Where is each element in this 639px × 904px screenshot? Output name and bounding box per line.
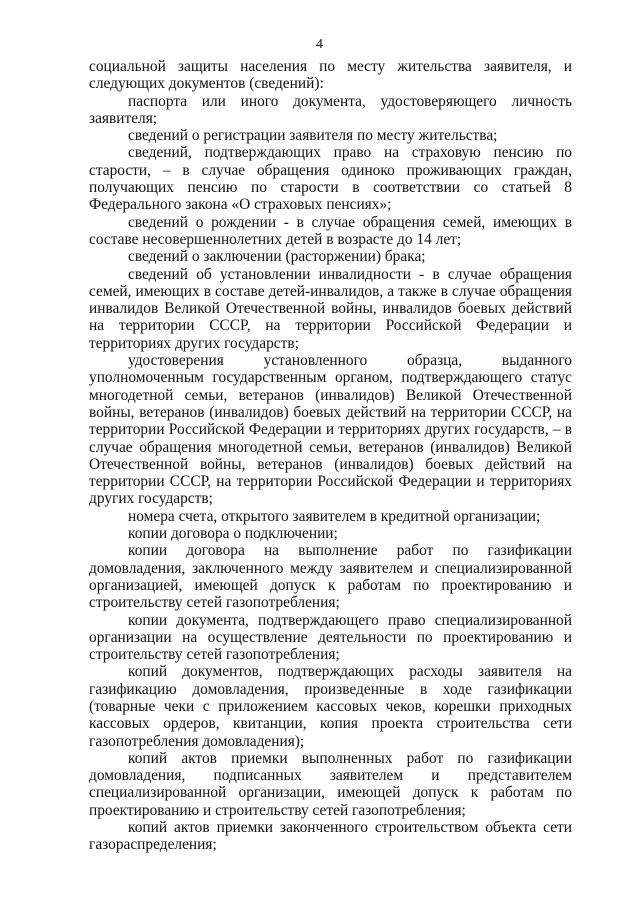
document-body bbox=[89, 58, 572, 854]
paragraph-acceptance-acts: копий актов приемки выполненных работ по газификации домовладения, подписанных заявителем и представителем специализированной организации, имеющей допуск к работам по проектированию и строительству сетей газопотребления; bbox=[89, 749, 572, 819]
paragraph-registration: сведений о регистрации заявителя по месту жительства; bbox=[128, 127, 498, 145]
paragraph-organization-rights: копии документа, подтверждающего право специализированной организации на осуществление деятельности по проектированию и строительству сетей газопотребления; bbox=[89, 611, 572, 664]
paragraph-passport: паспорта или иного документа, удостоверяющего личность заявителя; bbox=[89, 92, 572, 127]
paragraph-gasification-contract: копии договора на выполнение работ по газификации домовладения, заключенного между заявителем и специализированной организацией, имеющей допуск к работам по проектированию и строительству сетей газопотребления; bbox=[89, 542, 572, 612]
paragraph-connection-contract: копии договора о подключении; bbox=[128, 525, 338, 543]
paragraph-pension: сведений, подтверждающих право на страховую пенсию по старости, – в случае обращения одиноко проживающих граждан, получающих пенсию по старости в соответствии со статьей 8 Федерального закона «О страховых пенсиях»; bbox=[89, 144, 572, 214]
paragraph-expenses: копий документов, подтверждающих расходы заявителя на газификацию домовладения, произведенные в ходе газификации (товарные чеки с приложением кассовых чеков, корешки приходных кассовых ордеров, квитанции, копия проекта строительства сети газопотребления домовладения); bbox=[89, 663, 572, 750]
paragraph-marriage: сведений о заключении (расторжении) брака; bbox=[128, 248, 426, 266]
paragraph-completion-acts: копий актов приемки законченного строительством объекта сети газораспределения; bbox=[89, 819, 572, 854]
paragraph-birth: сведений о рождении - в случае обращения семей, имеющих в составе несовершеннолетних детей в возрасте до 14 лет; bbox=[89, 213, 572, 248]
paragraph-bank-account: номера счета, открытого заявителем в кредитной организации; bbox=[128, 507, 541, 525]
page-number: 4 bbox=[316, 37, 323, 52]
paragraph-certificate: удостоверения установленного образца, выданного уполномоченным государственным органом, подтверждающего статус многодетной семьи, ветеранов (инвалидов) Великой Отечественной войны, ветеранов (инвалидов) боевых действий на территории СССР, на территории Российской Федерации и территориях других государств, – в случае обращения многодетной семьи, ветеранов (инвалидов) Великой Отечественной войны, ветеранов (инвалидов) боевых действий на территории СССР, на территории Российской Федерации и территориях других государств; bbox=[89, 352, 572, 508]
paragraph-disability: сведений об установлении инвалидности - в случае обращения семей, имеющих в составе детей-инвалидов, а также в случае обращения инвалидов Великой Отечественной войны, инвалидов боевых действий на территории СССР, на территории Российской Федерации и территориях других государств; bbox=[89, 265, 572, 352]
paragraph-continuation: социальной защиты населения по месту жительства заявителя, и следующих документов (сведений): bbox=[89, 58, 572, 93]
